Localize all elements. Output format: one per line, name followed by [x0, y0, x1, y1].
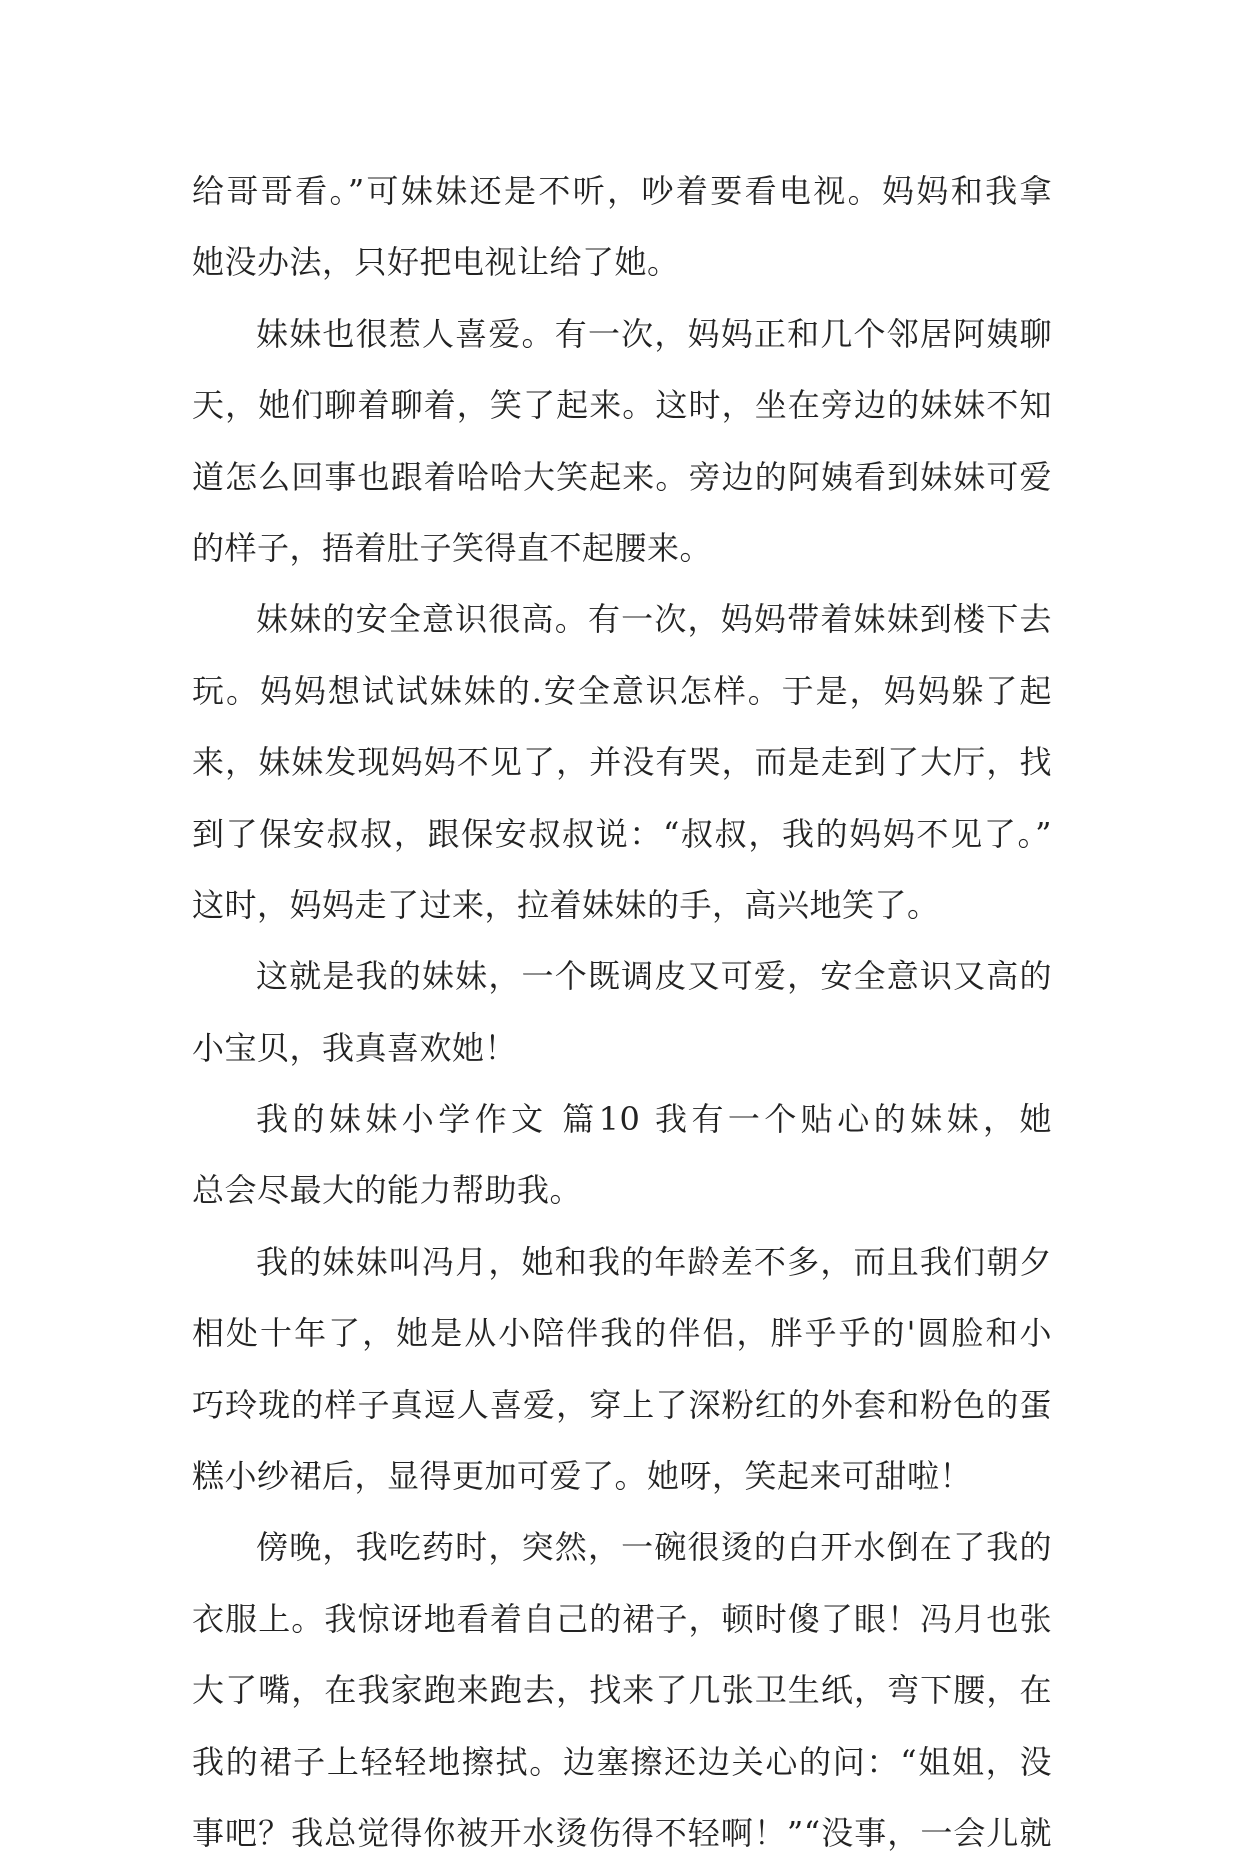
text-line: 大了嘴，在我家跑来跑去，找来了几张卫生纸，弯下腰，在 [192, 1671, 1052, 1710]
text-line: 这时，妈妈走了过来，拉着妹妹的手，高兴地笑了。 [192, 885, 940, 924]
text-line: 给哥哥看。”可妹妹还是不听，吵着要看电视。妈妈和我拿 [192, 172, 1052, 210]
text-line: 天，她们聊着聊着，笑了起来。这时，坐在旁边的妹妹不知 [192, 386, 1052, 425]
text-line: 这就是我的妹妹，一个既调皮又可爱，安全意识又高的 [256, 957, 1052, 996]
text-line: 妹妹的安全意识很高。有一次，妈妈带着妹妹到楼下去 [256, 600, 1052, 639]
text-line: 小宝贝，我真喜欢她！ [192, 1028, 518, 1067]
text-line: 我的妹妹叫冯月，她和我的年龄差不多，而且我们朝夕 [256, 1242, 1052, 1281]
text-line: 衣服上。我惊讶地看着自己的裙子，顿时傻了眼！冯月也张 [192, 1599, 1052, 1638]
body-text [192, 156, 1052, 1869]
text-line: 玩。妈妈想试试妹妹的.安全意识怎样。于是，妈妈躲了起 [192, 671, 1052, 710]
text-line: 事吧？我总觉得你被开水烫伤得不轻啊！”“没事，一会儿就 [192, 1813, 1052, 1852]
text-line: 她没办法，只好把电视让给了她。 [192, 243, 680, 282]
text-line: 来，妹妹发现妈妈不见了，并没有哭，而是走到了大厅，找 [192, 743, 1052, 782]
text-line: 相处十年了，她是从小陪伴我的伴侣，胖乎乎的'圆脸和小 [192, 1314, 1052, 1353]
text-line: 巧玲珑的样子真逗人喜爱，穿上了深粉红的外套和粉色的蛋 [192, 1385, 1052, 1424]
text-line: 到了保安叔叔，跟保安叔叔说：“叔叔，我的妈妈不见了。” [192, 814, 1052, 853]
text-line: 妹妹也很惹人喜爱。有一次，妈妈正和几个邻居阿姨聊 [256, 314, 1052, 353]
text-line: 总会尽最大的能力帮助我。 [192, 1171, 583, 1210]
text-line: 糕小纱裙后，显得更加可爱了。她呀，笑起来可甜啦！ [192, 1457, 973, 1496]
text-line: 我的妹妹小学作文 篇10 我有一个贴心的妹妹，她 [256, 1100, 1052, 1139]
text-line: 傍晚，我吃药时，突然，一碗很烫的白开水倒在了我的 [256, 1528, 1052, 1567]
text-line: 道怎么回事也跟着哈哈大笑起来。旁边的阿姨看到妹妹可爱 [192, 457, 1052, 496]
text-line: 的样子，捂着肚子笑得直不起腰来。 [192, 528, 713, 567]
text-line: 我的裙子上轻轻地擦拭。边塞擦还边关心的问：“姐姐，没 [192, 1742, 1052, 1781]
